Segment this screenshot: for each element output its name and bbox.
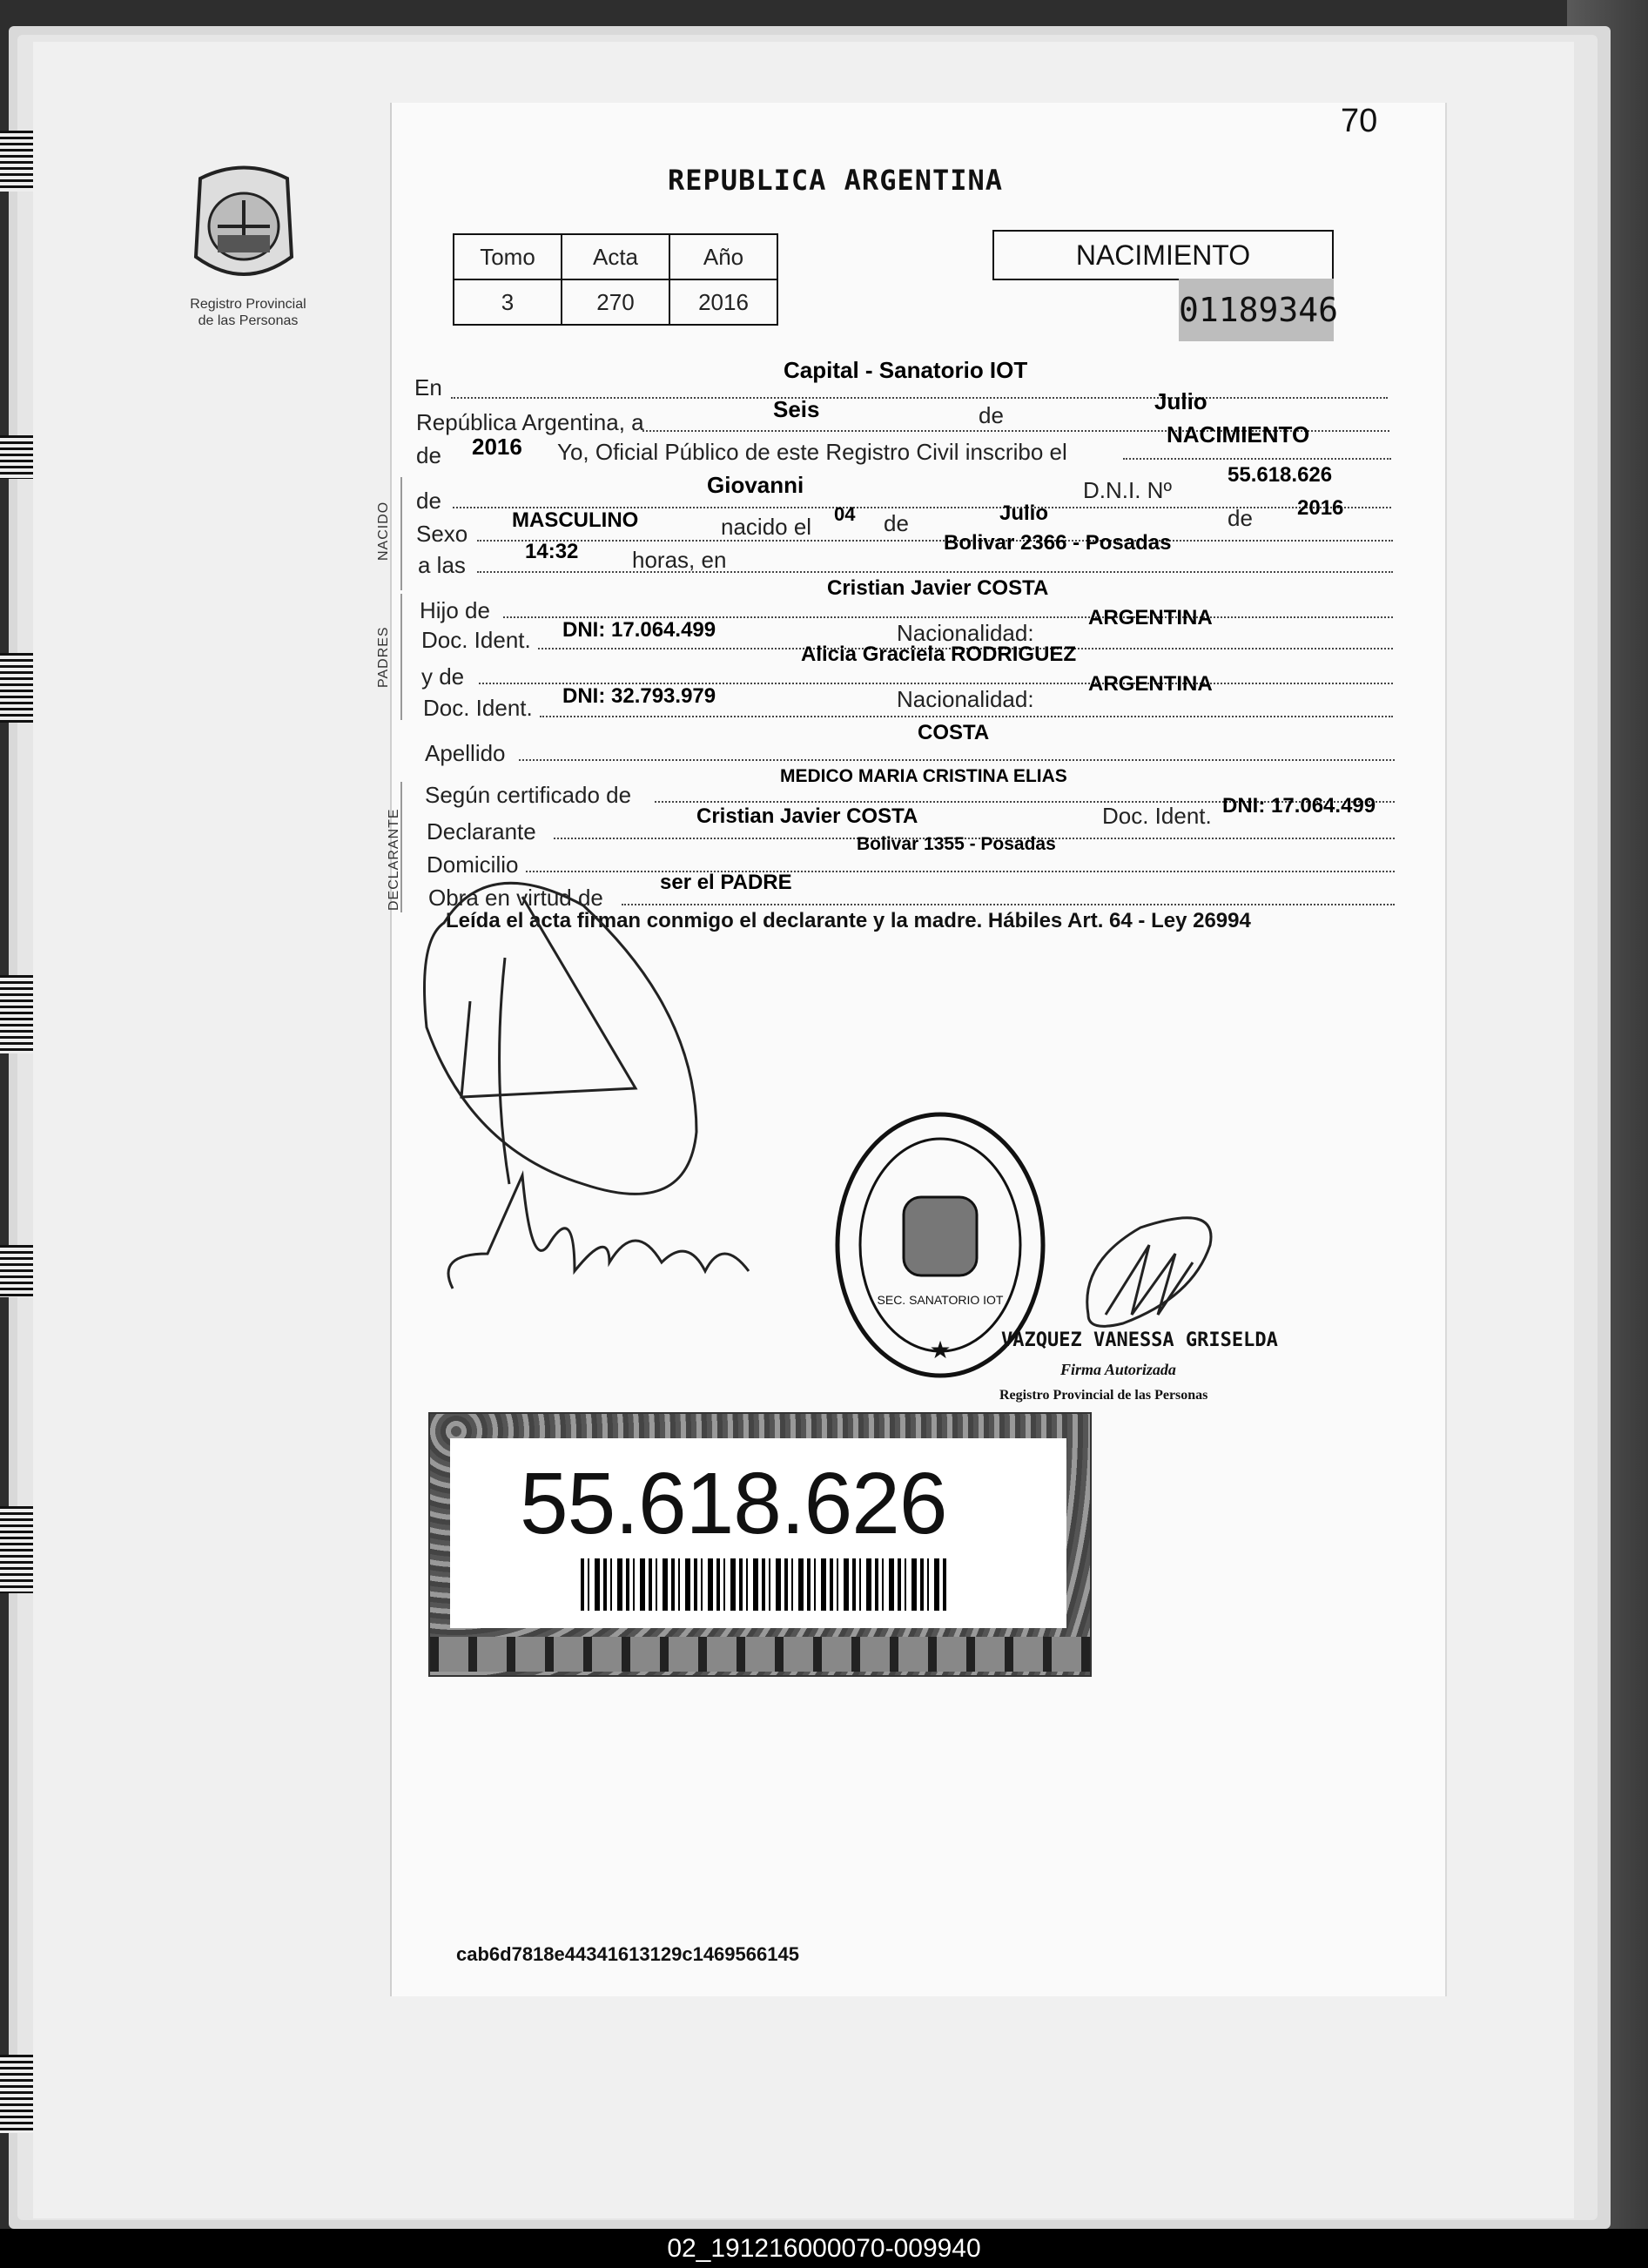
value-nac-dia: 04 bbox=[834, 503, 856, 525]
label-hijo-de: Hijo de bbox=[420, 597, 490, 623]
value-nombre: Giovanni bbox=[707, 472, 804, 498]
seal-inner-text: SEC. SANATORIO IOT bbox=[877, 1293, 1004, 1307]
value-padre: Cristian Javier COSTA bbox=[827, 576, 1049, 600]
official-name: VAZQUEZ VANESSA GRISELDA bbox=[1001, 1329, 1278, 1351]
dotted-line bbox=[451, 397, 1388, 399]
value-nacionalidad-madre: ARGENTINA bbox=[1088, 672, 1213, 696]
section-divider bbox=[400, 477, 402, 590]
value-tipo-acta: NACIMIENTO bbox=[1167, 421, 1310, 448]
serial-number-stamp: 01189346 bbox=[1179, 279, 1334, 341]
footer-filename-bar bbox=[0, 2229, 1648, 2268]
value-doc-declarante: DNI: 17.064.499 bbox=[1222, 794, 1376, 818]
value-lugar-nacimiento: Bolivar 2366 - Posadas bbox=[944, 531, 1172, 555]
page-title: REPUBLICA ARGENTINA bbox=[668, 164, 1004, 197]
value-anio: 2016 bbox=[472, 434, 522, 460]
value-hora: 14:32 bbox=[525, 540, 579, 563]
side-label-padres: PADRES bbox=[376, 626, 391, 688]
binding-mark bbox=[0, 131, 35, 192]
hash-code: cab6d7818e44341613129c1469566145 bbox=[456, 1943, 799, 1965]
label-a-las: a las bbox=[418, 552, 466, 578]
label-nacionalidad: Nacionalidad: bbox=[897, 686, 1034, 712]
barcode-card bbox=[450, 1438, 1066, 1628]
barcode-number: 55.618.626 bbox=[520, 1455, 947, 1552]
label-de: de bbox=[884, 510, 909, 536]
side-label-nacido: NACIDO bbox=[376, 501, 391, 561]
svg-text:★: ★ bbox=[929, 1336, 952, 1363]
signature-declarante-icon bbox=[409, 871, 775, 1323]
crest-logo-icon bbox=[178, 161, 309, 287]
table-header-anio: Año bbox=[669, 234, 777, 279]
value-nacionalidad-padre: ARGENTINA bbox=[1088, 606, 1213, 629]
label-dni: D.N.I. Nº bbox=[1083, 477, 1172, 503]
table-cell-acta: 270 bbox=[562, 279, 669, 325]
label-horas-en: horas, en bbox=[632, 547, 727, 573]
value-mes: Julio bbox=[1154, 388, 1207, 414]
table-header-tomo: Tomo bbox=[454, 234, 562, 279]
binding-mark bbox=[0, 2055, 35, 2133]
binding-mark bbox=[0, 653, 35, 723]
dotted-line bbox=[477, 571, 1393, 573]
value-dni: 55.618.626 bbox=[1228, 463, 1333, 487]
dotted-line bbox=[477, 540, 1393, 542]
label-en: En bbox=[414, 374, 442, 400]
label-segun-certificado: Según certificado de bbox=[425, 782, 632, 808]
dotted-line bbox=[1123, 458, 1391, 460]
label-de: de bbox=[416, 488, 441, 514]
label-sexo: Sexo bbox=[416, 521, 468, 547]
value-apellido: COSTA bbox=[918, 721, 990, 744]
page-number: 70 bbox=[1341, 103, 1378, 139]
value-madre: Alicia Graciela RODRIGUEZ bbox=[801, 643, 1077, 666]
value-declarante: Cristian Javier COSTA bbox=[696, 804, 918, 828]
label-domicilio: Domicilio bbox=[427, 851, 519, 878]
official-role: Firma Autorizada bbox=[1060, 1361, 1176, 1378]
value-lugar-inscripcion: Capital - Sanatorio IOT bbox=[784, 357, 1028, 383]
label-apellido: Apellido bbox=[425, 740, 506, 766]
value-nac-anio: 2016 bbox=[1297, 496, 1344, 520]
notes-text: Leída el acta firman conmigo el declarante y la madre. Hábiles Art. 64 - Ley 26994 bbox=[446, 909, 1251, 932]
footer-filename: 02_191216000070-009940 bbox=[667, 2234, 981, 2263]
value-certificado: MEDICO MARIA CRISTINA ELIAS bbox=[780, 766, 1067, 786]
table-cell-anio: 2016 bbox=[669, 279, 777, 325]
logo-caption-line2: de las Personas bbox=[198, 313, 299, 328]
value-dia: Seis bbox=[773, 396, 820, 422]
value-nac-mes: Julio bbox=[999, 501, 1049, 525]
value-doc-padre: DNI: 17.064.499 bbox=[562, 618, 716, 642]
label-de: de bbox=[416, 442, 441, 468]
barcode-pattern-row bbox=[430, 1637, 1090, 1672]
section-divider bbox=[400, 594, 402, 720]
binding-mark bbox=[0, 975, 35, 1053]
dotted-line bbox=[519, 759, 1395, 761]
label-inscribo: Yo, Oficial Público de este Registro Civil inscribo el bbox=[557, 439, 1067, 465]
dotted-line bbox=[540, 716, 1393, 717]
label-declarante: Declarante bbox=[427, 818, 536, 845]
record-table bbox=[453, 233, 778, 326]
value-sexo: MASCULINO bbox=[512, 508, 639, 532]
official-org: Registro Provincial de las Personas bbox=[999, 1388, 1208, 1403]
label-doc-ident: Doc. Ident. bbox=[1102, 803, 1212, 829]
table-header-acta: Acta bbox=[562, 234, 669, 279]
label-nacionalidad: Nacionalidad: bbox=[897, 620, 1034, 646]
binding-mark bbox=[0, 1506, 35, 1593]
signature-official-icon bbox=[1071, 1210, 1228, 1341]
id-barcode-label bbox=[428, 1412, 1092, 1677]
binding-mark bbox=[0, 1245, 35, 1297]
value-obra: ser el PADRE bbox=[660, 871, 792, 894]
label-republica: República Argentina, a bbox=[416, 409, 644, 435]
value-doc-madre: DNI: 32.793.979 bbox=[562, 684, 716, 708]
logo-caption-line1: Registro Provincial bbox=[190, 297, 306, 312]
side-label-declarante: DECLARANTE bbox=[387, 808, 401, 911]
label-obra-en-virtud: Obra en virtud de bbox=[428, 885, 603, 911]
label-de: de bbox=[1228, 505, 1253, 531]
table-cell-tomo: 3 bbox=[454, 279, 562, 325]
label-doc-ident: Doc. Ident. bbox=[421, 627, 531, 653]
record-type-box: NACIMIENTO bbox=[992, 230, 1334, 280]
binding-mark bbox=[0, 435, 35, 479]
barcode-bars-icon bbox=[581, 1558, 946, 1611]
value-domicilio: Bolivar 1355 - Posadas bbox=[857, 834, 1056, 854]
label-doc-ident: Doc. Ident. bbox=[423, 695, 533, 721]
label-de: de bbox=[979, 402, 1004, 428]
label-nacido-el: nacido el bbox=[721, 514, 812, 540]
label-y-de: y de bbox=[421, 663, 465, 690]
logo-caption bbox=[174, 296, 322, 329]
